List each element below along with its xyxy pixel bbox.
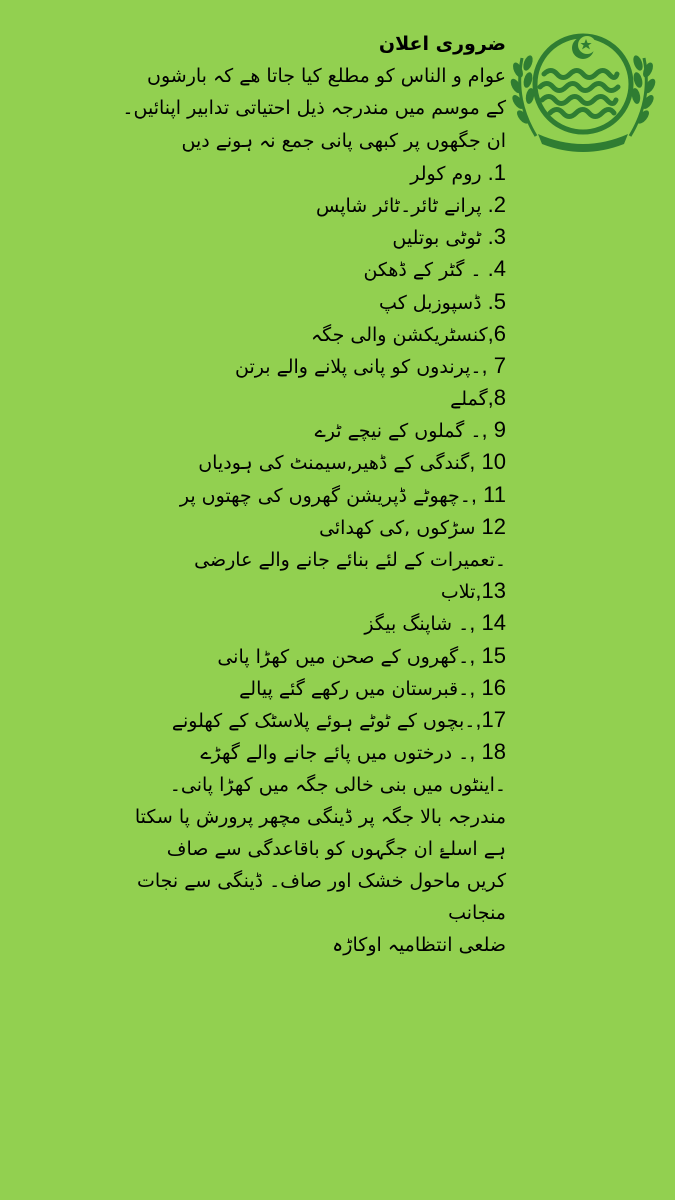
list-item-number: 6, — [487, 320, 506, 346]
list-item-text: پرانے ٹائر۔ٹائر شاپس — [315, 194, 482, 217]
list-item — [0, 382, 506, 414]
list-item-text: ۔قبرستان میں رکھے گئے پیالے — [239, 677, 470, 700]
signature: ضلعی انتظامیہ اوکاڑہ — [332, 934, 506, 957]
list-item-number: 3. — [487, 224, 506, 250]
list-item-text: ۔چھوٹے ڈپریشن گھروں کی چھتوں پر — [179, 484, 471, 507]
list-item-number: 1. — [487, 159, 506, 185]
list-item-text: روم کولر — [410, 162, 482, 185]
list-item — [0, 318, 506, 350]
list-item — [0, 768, 506, 800]
list-item-text: گملے — [450, 388, 488, 411]
list-item-text: ۔ گملوں کے نیچے ٹرے — [314, 420, 482, 443]
list-item — [0, 286, 506, 318]
list-item-number: 16 , — [469, 674, 506, 700]
list-item — [0, 607, 506, 639]
closing-line: منجانب — [448, 902, 506, 925]
intro-line: کے موسم میں مندرجہ ذیل احتیاتی تدابیر اپنائیں۔ — [122, 97, 506, 120]
list-item — [0, 704, 506, 736]
list-item-text: ۔تعمیرات کے لئے بنائے جانے والے عارضی — [194, 549, 506, 571]
list-item-text: ۔اینٹوں میں بنی خالی جگہ میں کھڑا پانی۔ — [169, 774, 506, 797]
list-item-number: 4. — [487, 256, 506, 282]
closing-line: کریں ماحول خشک اور صاف۔ ڈینگی سے نجات — [136, 869, 506, 892]
list-item-number: 10 , — [469, 449, 506, 475]
list-item-number: 13, — [475, 578, 506, 604]
list-item — [0, 253, 506, 285]
list-item — [0, 543, 506, 575]
list-item-number: 8, — [487, 385, 506, 411]
closing-line: مندرجہ بالا جگہ پر ڈینگی مچھر پرورش پا سکتا — [134, 805, 506, 828]
list-item-number: 12 — [481, 513, 506, 539]
list-item-number: 11 , — [470, 481, 506, 507]
list-item-number: 9 , — [481, 417, 506, 443]
list-item-text: سڑکوں ,کی کھدائی — [319, 516, 476, 539]
list-item-text: گندگی کے ڈھیر,سیمنٹ کی ہودیاں — [198, 452, 470, 475]
list-item-text: ۔ درختوں میں پائے جانے والے گھڑے — [200, 742, 470, 765]
list-item-text: ۔گھروں کے صحن میں کھڑا پانی — [217, 645, 470, 668]
punjab-government-emblem-icon — [508, 18, 658, 154]
list-item-number: 15 , — [469, 642, 506, 668]
list-item — [0, 189, 506, 221]
list-item-text: ۔پرندوں کو پانی پلانے والے برتن — [235, 355, 482, 378]
list-item — [0, 672, 506, 704]
list-item-text: ۔بچوں کے ٹوٹے ہوئے پلاسٹک کے کھلونے — [171, 709, 476, 732]
list-item-number: 5. — [487, 288, 506, 314]
list-item — [0, 640, 506, 672]
list-item — [0, 575, 506, 607]
list-item — [0, 157, 506, 189]
list-item-text: ۔ گٹر کے ڈھکن — [363, 259, 482, 282]
announcement-text — [0, 28, 506, 961]
list-item — [0, 221, 506, 253]
list-item — [0, 414, 506, 446]
list-item-text: تلاب — [440, 581, 476, 604]
list-item-number: 7 , — [481, 352, 506, 378]
list-item — [0, 479, 506, 511]
list-item-number: 14 , — [469, 610, 506, 636]
list-item-number: 18 , — [469, 739, 506, 765]
list-item-number: 17, — [475, 706, 506, 732]
list-item-text: ۔ شاپنگ بیگز — [364, 613, 470, 636]
list-item — [0, 736, 506, 768]
intro-line: ان جگھوں پر کبھی پانی جمع نہ ہونے دیں — [181, 129, 506, 152]
list-item — [0, 350, 506, 382]
closing-line: ہے اسلۓ ان جگہوں کو باقاعدگی سے صاف — [166, 837, 506, 860]
list-item — [0, 446, 506, 478]
announcement-title: ضروری اعلان — [378, 33, 506, 55]
list-item-text: کنسٹریکشن والی جگہ — [310, 323, 488, 346]
list-item — [0, 511, 506, 543]
list-item-number: 2. — [487, 191, 506, 217]
intro-line: عوام و الناس کو مطلع کیا جاتا ھے کہ بارشوں — [147, 65, 506, 88]
list-item-text: ڈسپوزبل کپ — [379, 291, 482, 314]
list-item-text: ٹوٹی بوتلیں — [392, 227, 482, 250]
